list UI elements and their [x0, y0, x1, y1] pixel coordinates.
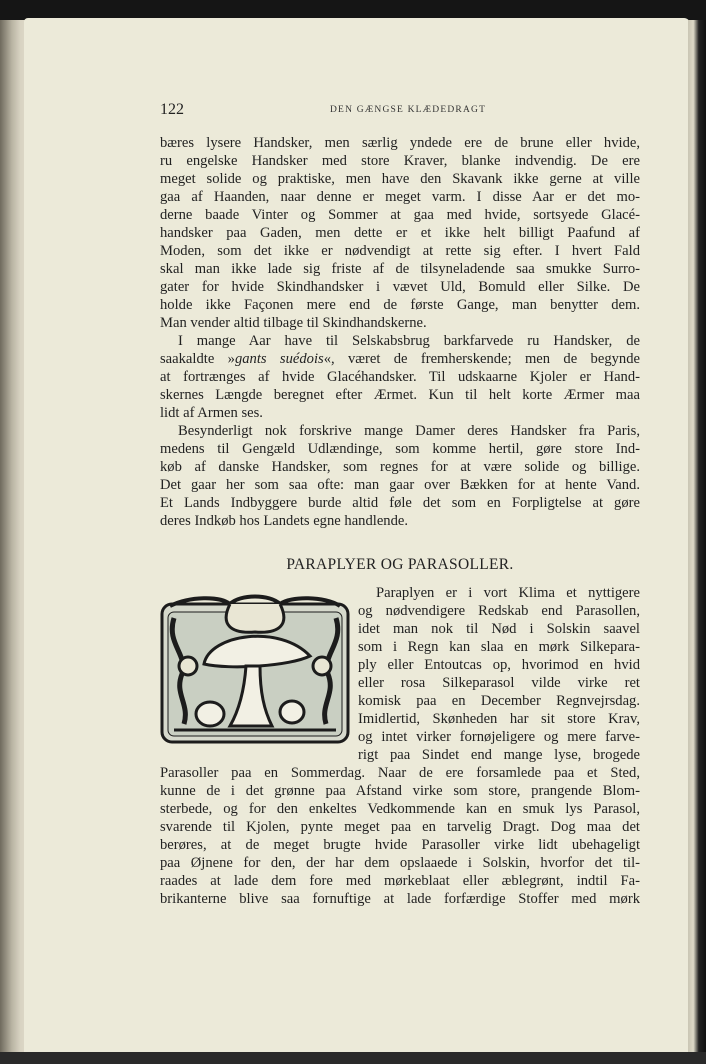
text-span: «, været de fremherskende; men de begynde: [323, 351, 640, 367]
text-line: gater for hvide Skindhandsker i vævet Uld, Bomuld eller Silke. De: [160, 279, 640, 295]
text-line: Det gaar her som saa ofte: man gaar over Bækken for at hente Vand.: [160, 477, 640, 493]
scan-border-bottom: [0, 1052, 706, 1064]
text-line: medens til Gengæld Udlændinge, som komme hertil, gøre store Ind-: [160, 441, 640, 457]
text-line: ply eller Entoutcas op, hvorimod en hvid: [358, 657, 640, 673]
text-line: rigt paa Sindet end mange lyse, brogede: [358, 747, 640, 763]
text-line: kunne de i det grønne paa Afstand virke som store, prangende Blom-: [160, 783, 640, 799]
text-line: Et Lands Indbyggere burde altid føle det som en Forpligtelse at gøre: [160, 495, 640, 511]
page-edge-right: [688, 20, 706, 1064]
text-line: gaa af Haanden, naar denne er meget varm. I disse Aar er det mo-: [160, 189, 640, 205]
text-line: paa Øjnene for den, der har dem opslaaede i Solskin, hvorfor det til-: [160, 855, 640, 871]
text-line: meget solide og praktiske, men have den Skavank ikke gerne at ville: [160, 171, 640, 187]
text-line: og nødvendigere Redskab end Parasollen,: [358, 603, 640, 619]
section-title: PARAPLYER OG PARASOLLER.: [286, 556, 514, 573]
text-line: Man vender altid tilbage til Skindhandskerne.: [160, 315, 427, 331]
text-line: som i Regn kan slaa en mørk Silkepara-: [358, 639, 640, 655]
text-line: brikanterne blive saa fornuftige at lade forfærdige Stoffer med mørk: [160, 891, 640, 907]
page-header: [160, 101, 640, 121]
running-head: DEN GÆNGSE KLÆDEDRAGT: [330, 105, 487, 115]
text-line: køb af danske Handsker, som regnes for at være solide og billige.: [160, 459, 640, 475]
text-line: idet man nok til Nød i Solskin saavel: [358, 621, 640, 637]
text-line: Parasoller paa en Sommerdag. Naar de ere forsamlede paa et Sted,: [160, 765, 640, 781]
mushroom-vignette-icon: [160, 594, 350, 748]
text-line: Besynderligt nok forskrive mange Damer deres Handsker fra Paris,: [178, 423, 640, 439]
text-line: skal man ikke lade sig friste af de tilsyneladende saa smukke Surro-: [160, 261, 640, 277]
text-span: saakaldte »: [160, 351, 235, 367]
text-line: Imidlertid, Skønheden har sit store Krav,: [358, 711, 640, 727]
page-number: 122: [160, 101, 184, 118]
text-line: Moden, som det ikke er nødvendigt at rette sig efter. I hvert Fald: [160, 243, 640, 259]
text-line: at fortrænges af hvide Glacéhandsker. Til udskaarne Kjoler er Hand-: [160, 369, 640, 385]
text-line: raades at lade dem fore med mørkeblaat eller æblegrønt, indtil Fa-: [160, 873, 640, 889]
text-line: svarende til Kjolen, pynte meget paa en tarvelig Dragt. Dog maa det: [160, 819, 640, 835]
text-line-italic-phrase: [160, 349, 640, 369]
text-line: handsker paa Gaden, men dette er et ikke helt billigt Paafund af: [160, 225, 640, 241]
text-line: deres Indkøb hos Landets egne handlende.: [160, 513, 409, 529]
text-line: derne baade Vinter og Sommer at gaa med hvide, sortsyede Glacé-: [160, 207, 640, 223]
text-line: eller rosa Silkeparasol vilde virke ret: [358, 675, 640, 691]
text-line: bæres lysere Handsker, men særlig yndede ere de brune eller hvide,: [160, 135, 640, 151]
text-line: I mange Aar have til Selskabsbrug barkfarvede ru Handsker, de: [178, 333, 640, 349]
italic-term: gants suédois: [234, 351, 324, 367]
text-line: holde ikke Façonen mere end de første Gange, man benytter dem.: [160, 297, 640, 313]
text-line: Paraplyen er i vort Klima et nyttigere: [376, 585, 640, 601]
text-line: sterbede, og for den enkeltes Vedkommende kan en smuk lys Parasol,: [160, 801, 640, 817]
text-line: skernes Længde beregnet efter Ærmet. Kun til helt korte Ærmer maa: [160, 387, 640, 403]
text-line: lidt af Armen ses.: [160, 405, 263, 421]
text-line: berøres, at de meget brugte hvide Parasoller virke lidt ubehageligt: [160, 837, 640, 853]
text-line: komisk paa en December Regnvejrsdag.: [358, 693, 640, 709]
text-line: ru engelske Handsker med store Kraver, blanke indvendig. De ere: [160, 153, 640, 169]
text-line: og intet virker fornøjeligere og mere farve-: [358, 729, 640, 745]
